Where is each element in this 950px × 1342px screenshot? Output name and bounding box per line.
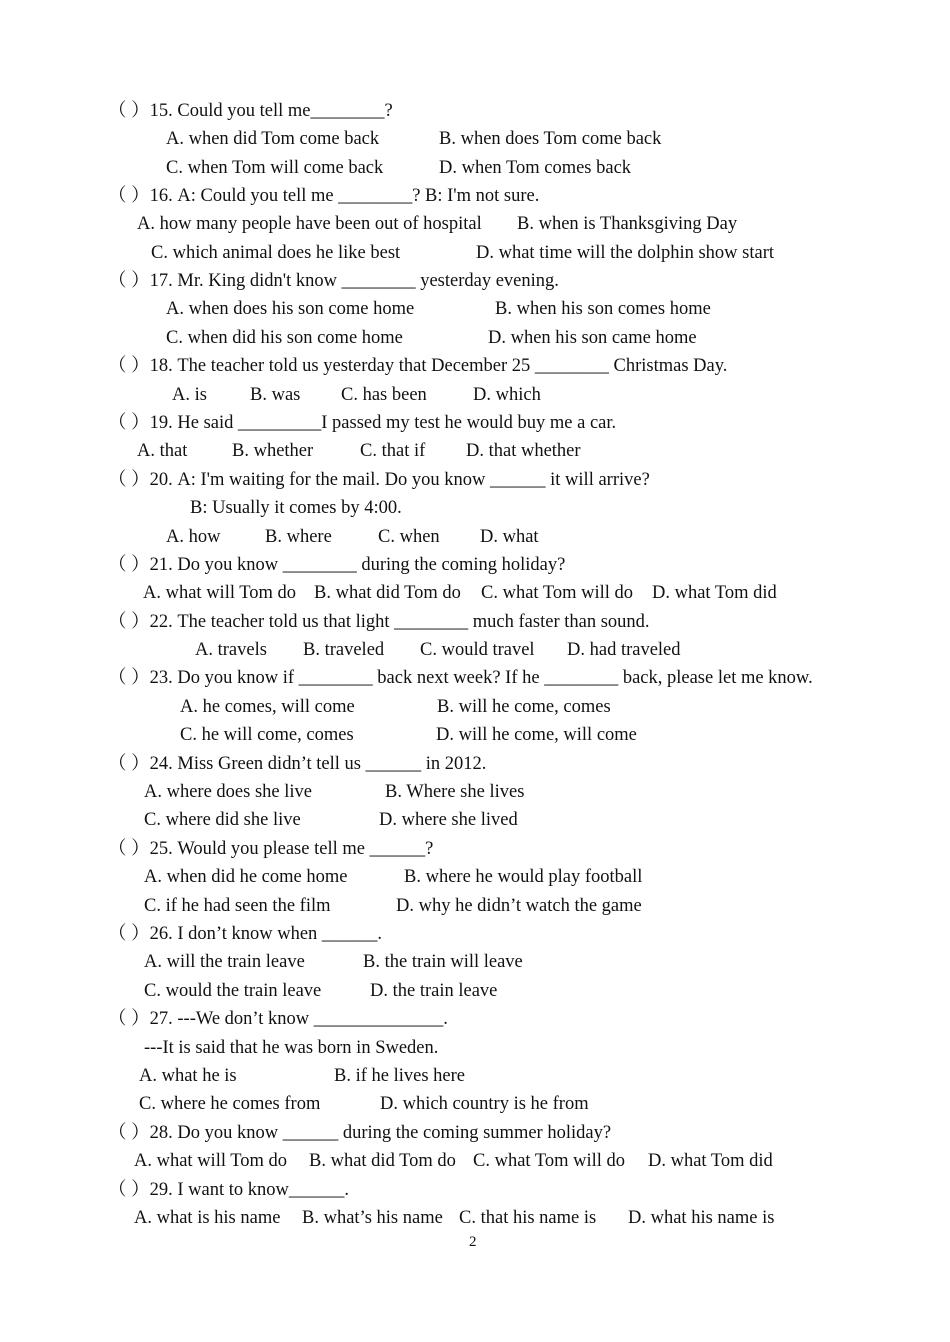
option-text: D. what time will the dolphin show start xyxy=(476,243,775,263)
option-text: D. what xyxy=(480,527,539,547)
option-text: A. where does she live xyxy=(144,782,312,802)
question-24: （ ）24. Miss Green didn’t tell us ______ in 2012. xyxy=(108,754,487,774)
option-text: A. that xyxy=(137,441,188,461)
option-text: B. the train will leave xyxy=(363,952,523,972)
option-text: D. which xyxy=(473,385,541,405)
option-text: C. when Tom will come back xyxy=(166,158,384,178)
option-text: A. travels xyxy=(195,640,267,660)
question-28: （ ）28. Do you know ______ during the coming summer holiday? xyxy=(108,1123,612,1143)
option-text: C. he will come, comes xyxy=(180,725,354,745)
option-text: B. if he lives here xyxy=(334,1066,465,1086)
option-text: B. was xyxy=(250,385,301,405)
question-17: （ ）17. Mr. King didn't know ________ yesterday evening. xyxy=(108,271,559,291)
option-text: D. that whether xyxy=(466,441,581,461)
option-text: B. whether xyxy=(232,441,314,461)
option-text: C. when xyxy=(378,527,440,547)
option-text: B. when his son comes home xyxy=(495,299,711,319)
option-text: D. what his name is xyxy=(628,1208,775,1228)
question-19: （ ）19. He said _________I passed my test he would buy me a car. xyxy=(108,413,617,433)
option-text: A. he comes, will come xyxy=(180,697,355,717)
option-text: B. where he would play football xyxy=(404,867,643,887)
option-text: B. traveled xyxy=(303,640,385,660)
option-text: A. is xyxy=(172,385,207,405)
question-26: （ ）26. I don’t know when ______. xyxy=(108,924,383,944)
question-15: （ ）15. Could you tell me________? xyxy=(108,101,393,121)
option-text: B. what did Tom do xyxy=(314,583,461,603)
option-text: A. when did Tom come back xyxy=(166,129,380,149)
option-text: C. has been xyxy=(341,385,427,405)
option-text: A. how xyxy=(166,527,221,547)
question-21: （ ）21. Do you know ________ during the coming holiday? xyxy=(108,555,566,575)
option-text: B. when is Thanksgiving Day xyxy=(517,214,738,234)
option-text: A. will the train leave xyxy=(144,952,305,972)
question-29: （ ）29. I want to know______. xyxy=(108,1180,349,1200)
option-text: D. when Tom comes back xyxy=(439,158,632,178)
option-text: C. if he had seen the film xyxy=(144,896,331,916)
option-text: B. where xyxy=(265,527,332,547)
question-25: （ ）25. Would you please tell me ______? xyxy=(108,839,434,859)
option-text: C. what Tom will do xyxy=(473,1151,626,1171)
option-text: C. would travel xyxy=(420,640,535,660)
option-text: C. where did she live xyxy=(144,810,301,830)
option-text: A. what he is xyxy=(139,1066,237,1086)
option-text: A. what will Tom do xyxy=(143,583,297,603)
question-20: （ ）20. A: I'm waiting for the mail. Do you know ______ it will arrive? xyxy=(108,470,650,490)
question-27: （ ）27. ---We don’t know ______________. xyxy=(108,1009,448,1029)
option-text: D. why he didn’t watch the game xyxy=(396,896,642,916)
question-16: （ ）16. A: Could you tell me ________? B: I'm not sure. xyxy=(108,186,540,206)
option-text: A. when did he come home xyxy=(144,867,348,887)
option-text: A. how many people have been out of hospital xyxy=(137,214,482,234)
option-text: D. what Tom did xyxy=(648,1151,773,1171)
option-text: B. will he come, comes xyxy=(437,697,611,717)
option-text: B. Where she lives xyxy=(385,782,525,802)
option-text: C. that his name is xyxy=(459,1208,597,1228)
option-text: A. when does his son come home xyxy=(166,299,415,319)
option-text: B. what did Tom do xyxy=(309,1151,456,1171)
option-text: C. where he comes from xyxy=(139,1094,321,1114)
option-text: A. what will Tom do xyxy=(134,1151,288,1171)
question-22: （ ）22. The teacher told us that light ________ much faster than sound. xyxy=(108,612,650,632)
question-27-dialogue: ---It is said that he was born in Sweden. xyxy=(144,1038,439,1058)
option-text: C. what Tom will do xyxy=(481,583,634,603)
option-text: D. what Tom did xyxy=(652,583,777,603)
question-18: （ ）18. The teacher told us yesterday that December 25 ________ Christmas Day. xyxy=(108,356,728,376)
page-number: 2 xyxy=(469,1234,477,1250)
option-text: B. what’s his name xyxy=(302,1208,443,1228)
question-23: （ ）23. Do you know if ________ back next week? If he ________ back, please let me know. xyxy=(108,668,813,688)
option-text: D. had traveled xyxy=(567,640,681,660)
option-text: C. which animal does he like best xyxy=(151,243,401,263)
option-text: A. what is his name xyxy=(134,1208,281,1228)
option-text: C. when did his son come home xyxy=(166,328,403,348)
option-text: D. which country is he from xyxy=(380,1094,589,1114)
option-text: D. when his son came home xyxy=(488,328,697,348)
option-text: D. where she lived xyxy=(379,810,518,830)
option-text: C. would the train leave xyxy=(144,981,322,1001)
option-text: B. when does Tom come back xyxy=(439,129,662,149)
question-20-dialogue: B: Usually it comes by 4:00. xyxy=(190,498,402,518)
option-text: C. that if xyxy=(360,441,426,461)
option-text: D. the train leave xyxy=(370,981,498,1001)
option-text: D. will he come, will come xyxy=(436,725,637,745)
